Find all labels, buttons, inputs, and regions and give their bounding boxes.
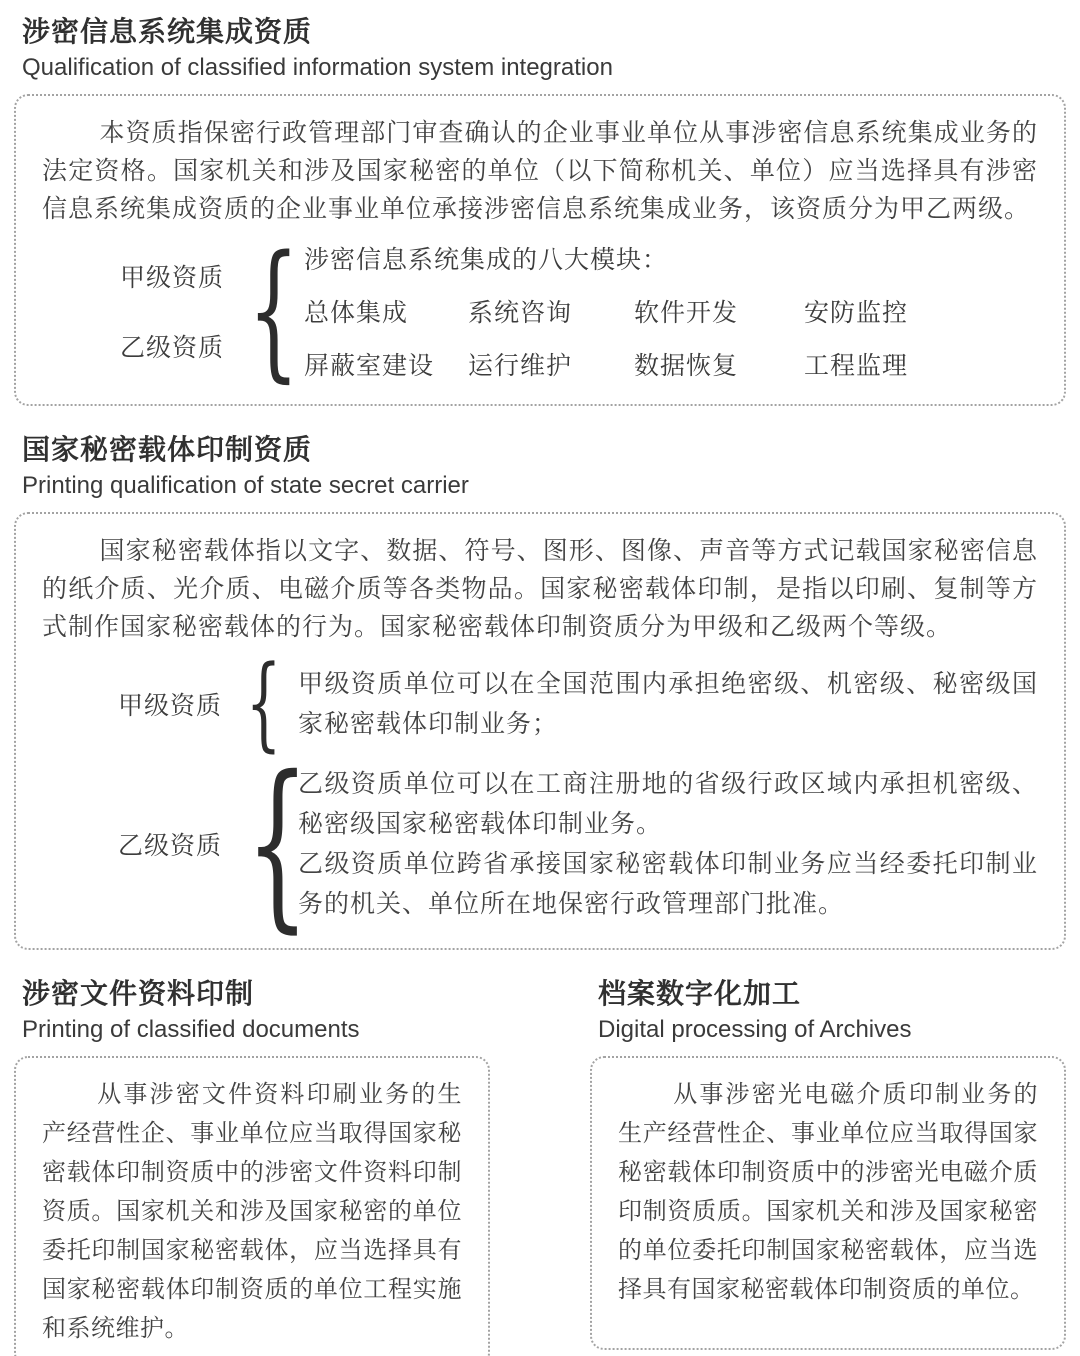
integration-info-box [14, 94, 1066, 406]
brace-icon: { [245, 644, 282, 763]
grade-b-label: 乙级资质 [120, 334, 225, 362]
integration-modules-block [304, 240, 908, 382]
section-integration [14, 16, 1066, 406]
module-item: 数据恢复 [634, 352, 739, 380]
module-item: 总体集成 [304, 299, 409, 327]
grade-labels [120, 258, 236, 364]
section-documents [14, 978, 490, 1356]
modules-grid [304, 293, 908, 382]
module-item: 系统咨询 [468, 299, 573, 327]
module-item: 工程监理 [804, 352, 909, 380]
archives-paragraph: 从事涉密光电磁介质印制业务的生产经营性企、事业单位应当取得国家秘密载体印制资质中的涉密光电磁介质印制资质质。国家机关和涉及国家秘密的单位委托印制国家秘密载体，应当选择具有国家秘密载体印制资质的单位。 [618, 1080, 1038, 1303]
carrier-grade-b-group [42, 736, 1038, 949]
integration-title-en: Qualification of classified information system integration [22, 54, 613, 81]
module-item: 安防监控 [804, 299, 909, 327]
grade-a-paragraph: 甲级资质单位可以在全国范围内承担绝密级、机密级、秘密级国家秘密载体印制业务； [298, 669, 1038, 738]
module-item: 屏蔽室建设 [304, 352, 435, 380]
grade-b-paragraph-2: 乙级资质单位跨省承接国家秘密载体印制业务应当经委托印制业务的机关、单位所在地保密行政管理部门批准。 [298, 849, 1038, 918]
carrier-intro-paragraph: 国家秘密载体指以文字、数据、符号、图形、图像、声音等方式记载国家秘密信息的纸介质、光介质、电磁介质等各类物品。国家秘密载体印制，是指以印刷、复制等方式制作国家秘密载体的行为。国家秘密载体印制资质分为甲级和乙级两个等级。 [42, 537, 1038, 641]
carrier-grade-a-group [42, 644, 1038, 763]
grade-b-paragraph-1: 乙级资质单位可以在工商注册地的省级行政区域内承担机密级、秘密级国家秘密载体印制业务。 [298, 769, 1038, 838]
documents-info-box [14, 1056, 490, 1356]
section-archives [590, 978, 1066, 1356]
grade-a-label: 甲级资质 [120, 264, 225, 292]
archives-title-en: Digital processing of Archives [598, 1015, 912, 1043]
archives-info-box [590, 1056, 1066, 1350]
archives-title-cn: 档案数字化加工 [598, 977, 802, 1009]
brace-icon: { [245, 736, 310, 949]
modules-heading: 涉密信息系统集成的八大模块： [304, 246, 669, 274]
grade-b-label: 乙级资质 [118, 831, 223, 860]
carrier-title-en: Printing qualification of state secret carrier [22, 472, 469, 499]
grade-a-text [298, 664, 1038, 744]
carrier-info-box [14, 512, 1066, 950]
integration-title-cn: 涉密信息系统集成资质 [22, 16, 313, 47]
module-item: 软件开发 [634, 299, 739, 327]
documents-paragraph: 从事涉密文件资料印刷业务的生产经营性企、事业单位应当取得国家秘密载体印制资质中的涉密文件资料印制资质。国家机关和涉及国家秘密的单位委托印制国家秘密载体，应当选择具有国家秘密载体印制资质的单位工程实施和系统维护。 [42, 1080, 462, 1342]
documents-title-en: Printing of classified documents [22, 1015, 360, 1043]
grade-a-label: 甲级资质 [118, 691, 223, 720]
documents-title-cn: 涉密文件资料印制 [22, 977, 255, 1009]
grade-b-text [298, 764, 1038, 924]
carrier-title-cn: 国家秘密载体印制资质 [22, 434, 313, 465]
integration-grades-group [42, 224, 1038, 397]
module-item: 运行维护 [468, 352, 573, 380]
section-carrier [14, 434, 1066, 950]
integration-intro-paragraph: 本资质指保密行政管理部门审查确认的企业事业单位从事涉密信息系统集成业务的法定资格。国家机关和涉及国家秘密的单位（以下简称机关、单位）应当选择具有涉密信息系统集成资质的企业事业单位承接涉密信息系统集成业务，该资质分为甲乙两级。 [42, 119, 1038, 223]
brace-icon: { [247, 224, 300, 397]
bottom-columns [14, 978, 1066, 1356]
